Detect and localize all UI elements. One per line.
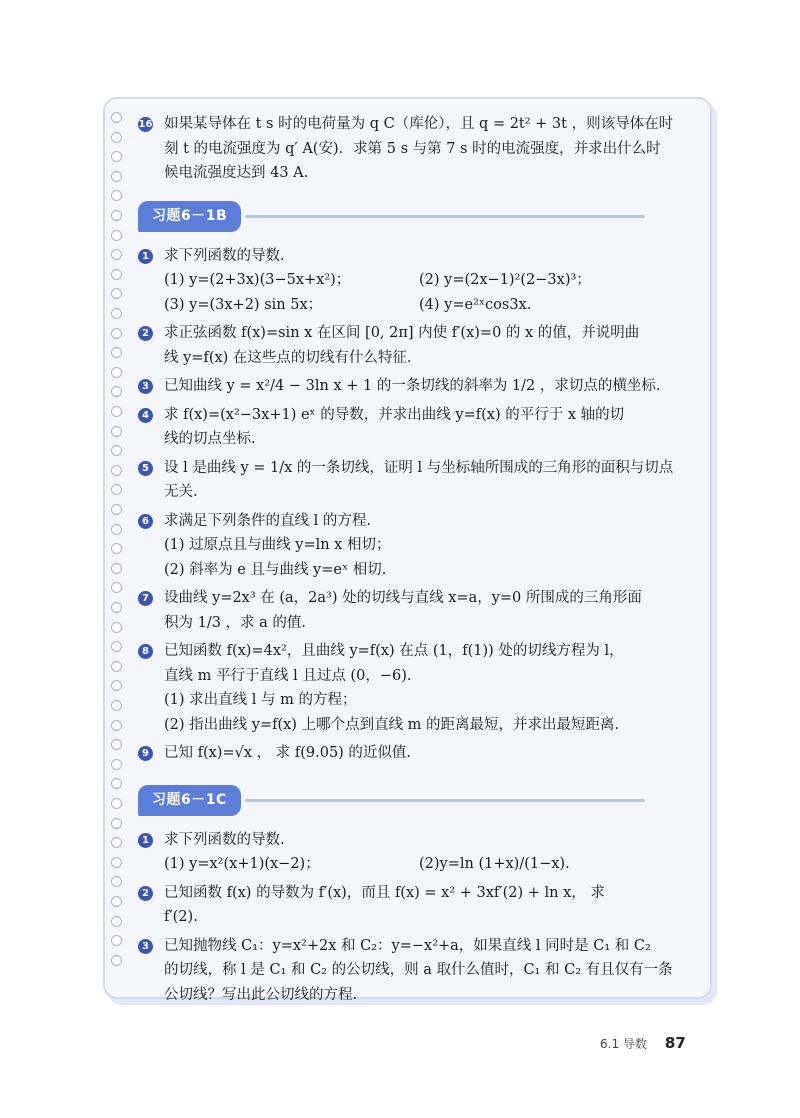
page-number: 87 (664, 1034, 686, 1052)
binder-ring (111, 916, 122, 927)
binder-ring (111, 132, 122, 143)
exercise-number-badge: 7 (138, 591, 153, 606)
exercise-number-badge: 5 (138, 461, 153, 476)
binder-ring (111, 563, 122, 574)
exercise-line: 已知函数 f(x)=4x²，且曲线 y=f(x) 在点 (1，f(1)) 处的切线方程为 l， (164, 643, 624, 659)
exercise-line: 直线 m 平行于直线 l 且过点 (0，−6). (164, 667, 412, 684)
exercise-line: 求正弦函数 f(x)=sin x 在区间 [0, 2π] 内使 f′(x)=0 的 x 的值，并说明曲 (164, 325, 640, 341)
binder-ring (111, 582, 122, 593)
footer-section: 6.1 导数 (600, 1037, 647, 1051)
binder-ring (111, 504, 122, 515)
exercise-line: 公切线？写出此公切线的方程. (164, 986, 358, 1003)
binder-ring (111, 798, 122, 809)
exercise-line: 已知 f(x)=√x ， 求 f(9.05) 的近似值. (164, 745, 412, 761)
exercise-line: 求下列函数的导数. (164, 831, 285, 848)
exercise-line: 已知函数 f(x) 的导数为 f′(x)，而且 f(x) = x² + 3xf′(2) + ln x， 求 (164, 884, 605, 901)
exercise-16 (138, 112, 696, 186)
section-title: 习题6－1C (138, 785, 241, 816)
exercise-number-badge: 3 (138, 939, 153, 954)
exercise-line: 已知抛物线 C₁：y=x²+2x 和 C₂：y=−x²+a，如果直线 l 同时是 C₁ 和 C₂ (164, 937, 651, 954)
exercise-number-badge: 3 (138, 379, 153, 394)
exercise-number-badge: 8 (138, 644, 153, 659)
binder-ring (111, 700, 122, 711)
binder-ring (111, 171, 122, 182)
exercise-number-badge: 6 (138, 514, 153, 529)
exercise-line: 刻 t 的电流强度为 q′ A(安)．求第 5 s 与第 7 s 时的电流强度，并求出什么时 (164, 140, 661, 157)
exercise-line: 的切线，称 l 是 C₁ 和 C₂ 的公切线，则 a 取什么值时，C₁ 和 C₂ 有且仅有一条 (164, 962, 673, 978)
exercise-item (138, 828, 696, 877)
section-header-c (138, 788, 696, 814)
sub-question: (2) y=(2x−1)²(2−3x)³； (419, 272, 591, 288)
exercise-item (138, 881, 696, 930)
binder-ring (111, 837, 122, 848)
exercise-line: 求满足下列条件的直线 l 的方程. (164, 512, 371, 529)
section-divider (245, 215, 645, 218)
binder-ring (111, 935, 122, 946)
binder-ring (111, 288, 122, 299)
exercise-line: (1) 求出直线 l 与 m 的方程； (164, 692, 357, 708)
binder-ring (111, 230, 122, 241)
sub-question: (1) y=x²(x+1)(x−2)； (164, 856, 320, 872)
exercise-line: (2) 斜率为 e 且与曲线 y=eˣ 相切. (164, 561, 387, 578)
exercise-item (138, 741, 696, 766)
section-title: 习题6－1B (138, 201, 241, 232)
sub-question: (3) y=(3x+2) sin 5x； (164, 296, 323, 313)
binder-ring (111, 622, 122, 633)
binder-ring (111, 739, 122, 750)
exercise-item (138, 934, 696, 1008)
exercise-number-badge: 4 (138, 408, 153, 423)
binder-ring (111, 818, 122, 829)
binder-ring (111, 484, 122, 495)
sub-question: (1) y=(2+3x)(3−5x+x²)； (164, 272, 351, 288)
sub-question-row (164, 852, 696, 877)
binder-ring (111, 641, 122, 652)
binder-ring (111, 328, 122, 339)
exercise-line: (1) 过原点且与曲线 y=ln x 相切； (164, 537, 391, 553)
exercise-line: 候电流强度达到 43 A. (164, 165, 309, 181)
binder-ring (111, 426, 122, 437)
binder-ring (111, 896, 122, 907)
exercise-item (138, 456, 696, 505)
exercise-line: 如果某导体在 t s 时的电荷量为 q C（库伦），且 q = 2t² + 3t ，则该导体在时 (164, 116, 674, 132)
exercise-item (138, 586, 696, 635)
binder-ring (111, 524, 122, 535)
exercise-item (138, 403, 696, 452)
binder-ring (111, 112, 122, 123)
binder-ring (111, 661, 122, 672)
binder-ring (111, 857, 122, 868)
exercise-line: 线的切点坐标. (164, 431, 256, 447)
exercise-line: 积为 1/3 ，求 a 的值. (164, 614, 307, 631)
sub-question-row (164, 293, 696, 318)
exercise-line: 设 l 是曲线 y = 1/x 的一条切线，证明 l 与坐标轴所围成的三角形的面积与切点 (164, 459, 674, 476)
binder-ring (111, 720, 122, 731)
binder-ring (111, 465, 122, 476)
exercise-number-badge: 1 (138, 249, 153, 264)
exercise-number-badge: 9 (138, 746, 153, 761)
exercise-number-badge: 2 (138, 886, 153, 901)
exercise-line: 设曲线 y=2x³ 在 (a，2a³) 处的切线与直线 x=a，y=0 所围成的三角形面 (164, 590, 642, 606)
exercise-content (138, 112, 696, 1011)
binder-ring (111, 680, 122, 691)
binder-ring (111, 269, 122, 280)
exercise-line: 求下列函数的导数． (164, 247, 295, 264)
section-divider (245, 799, 645, 802)
binder-ring (111, 308, 122, 319)
binder-ring (111, 759, 122, 770)
binder-ring (111, 543, 122, 554)
binder-ring (111, 876, 122, 887)
section-b-list (138, 244, 696, 766)
page-footer (600, 1034, 710, 1052)
binder-ring (111, 955, 122, 966)
binder-ring (111, 190, 122, 201)
binder-ring (111, 778, 122, 789)
exercise-line: f′(2). (164, 909, 198, 925)
binder-ring (111, 151, 122, 162)
binder-ring (111, 445, 122, 456)
sub-question-row (164, 268, 696, 293)
exercise-number-badge: 1 (138, 833, 153, 848)
binder-ring (111, 602, 122, 613)
exercise-item (138, 509, 696, 583)
section-c-list (138, 828, 696, 1008)
exercise-line: 线 y=f(x) 在这些点的切线有什么特征． (164, 349, 422, 366)
exercise-item (138, 374, 696, 399)
sub-question: (4) y=e²ˣcos3x. (419, 296, 532, 313)
exercise-line: 已知曲线 y = x²/4 − 3ln x + 1 的一条切线的斜率为 1/2 ，求切点的横坐标. (164, 378, 661, 394)
exercise-line: (2) 指出曲线 y=f(x) 上哪个点到直线 m 的距离最短，并求出最短距离. (164, 716, 620, 733)
exercise-line: 无关. (164, 484, 198, 500)
binder-ring (111, 249, 122, 260)
binder-ring (111, 367, 122, 378)
exercise-number-badge: 2 (138, 326, 153, 341)
section-header-b (138, 204, 696, 230)
exercise-line: 求 f(x)=(x²−3x+1) eˣ 的导数，并求出曲线 y=f(x) 的平行于 x 轴的切 (164, 406, 625, 423)
binder-ring (111, 210, 122, 221)
sub-question: (2)y=ln (1+x)/(1−x). (419, 856, 570, 872)
exercise-item (138, 321, 696, 370)
exercise-item (138, 639, 696, 737)
binder-ring (111, 406, 122, 417)
exercise-number-badge: 16 (138, 119, 153, 130)
exercise-item (138, 244, 696, 318)
binder-ring (111, 347, 122, 358)
binder-ring (111, 386, 122, 397)
binder-rings (107, 112, 129, 972)
